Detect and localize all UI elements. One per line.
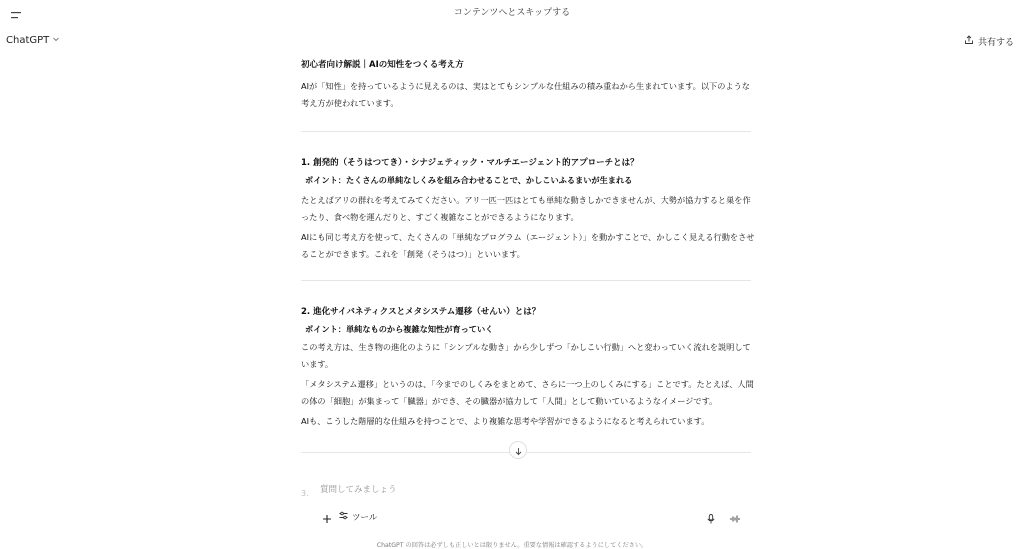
message-title: 初心者向け解説｜AIの知性をつくる考え方 (301, 60, 464, 70)
section-heading-1: 1. 創発的（そうはつてき）・シナジェティック・マルチエージェント的アプローチとは？ (301, 158, 639, 168)
top-bar (0, 0, 1024, 24)
model-selector[interactable] (6, 35, 60, 46)
arrow-down-icon (514, 441, 523, 460)
model-label: ChatGPT (6, 35, 50, 46)
skip-to-content-link[interactable]: コンテンツへとスキップする (453, 8, 571, 18)
conversation-header (0, 28, 1024, 56)
prompt-input[interactable] (320, 483, 740, 497)
disclaimer-text: ChatGPT の回答は必ずしも正しいとは限りません。重要な情報は確認するようにしてください。 (376, 542, 648, 549)
voice-wave-icon[interactable] (729, 510, 741, 522)
faded-section-number: 3. (301, 489, 309, 498)
plus-icon[interactable] (321, 510, 333, 522)
section-point-1: ポイント：たくさんの単純なしくみを組み合わせることで、かしこいふるまいが生まれる (305, 175, 633, 185)
section-paragraph: 「メタシステム遷移」というのは、「今までのしくみをまとめて、さらに一つ上のしくみにする」ことです。たとえば、人間の体の「細胞」が集まって「臓器」ができ、その臓器が協力して「人間」として動いているようなイメージです。 (301, 379, 754, 406)
section-paragraph: たとえばアリの群れを考えてみてください。アリ一匹一匹はとても単純な動きしかできませんが、大勢が協力すると巣を作ったり、食べ物を運んだりと、すごく複雑なことができるようになります。 (301, 195, 751, 222)
mic-icon[interactable] (705, 510, 717, 522)
section-paragraph: AIも、こうした階層的な仕組みを持つことで、より複雑な思考や学習ができるようになると考えられています。 (301, 416, 710, 426)
section-paragraph: AIにも同じ考え方を使って、たくさんの「単純なプログラム（エージェント）」を動かすことで、かしこく見える行動をさせることができます。これを「創発（そうはつ）」といいます。 (301, 232, 755, 259)
tools-label: ツール (352, 513, 378, 523)
section-heading-2: 2. 進化サイバネティクスとメタシステム遷移（せんい）とは？ (301, 307, 541, 317)
tools-icon (338, 510, 349, 524)
chevron-down-icon (52, 35, 60, 46)
assistant-message (301, 54, 755, 453)
share-icon (964, 35, 974, 48)
section-point-2: ポイント：単純なものから複雑な知性が育っていく (305, 324, 494, 334)
tools-button[interactable] (338, 510, 377, 524)
section-paragraph: この考え方は、生き物の進化のように「シンプルな動き」から少しずつ「かしこい行動」へと変わっていく流れを説明しています。 (301, 342, 751, 369)
scroll-to-bottom-button[interactable] (509, 441, 527, 459)
share-label: 共有する (977, 38, 1014, 48)
intro-paragraph: AIが「知性」を持っているように見えるのは、実はとてもシンプルな仕組みの積み重ねから生まれています。以下のような考え方が使われています。 (301, 81, 750, 108)
share-button[interactable] (964, 35, 1014, 48)
